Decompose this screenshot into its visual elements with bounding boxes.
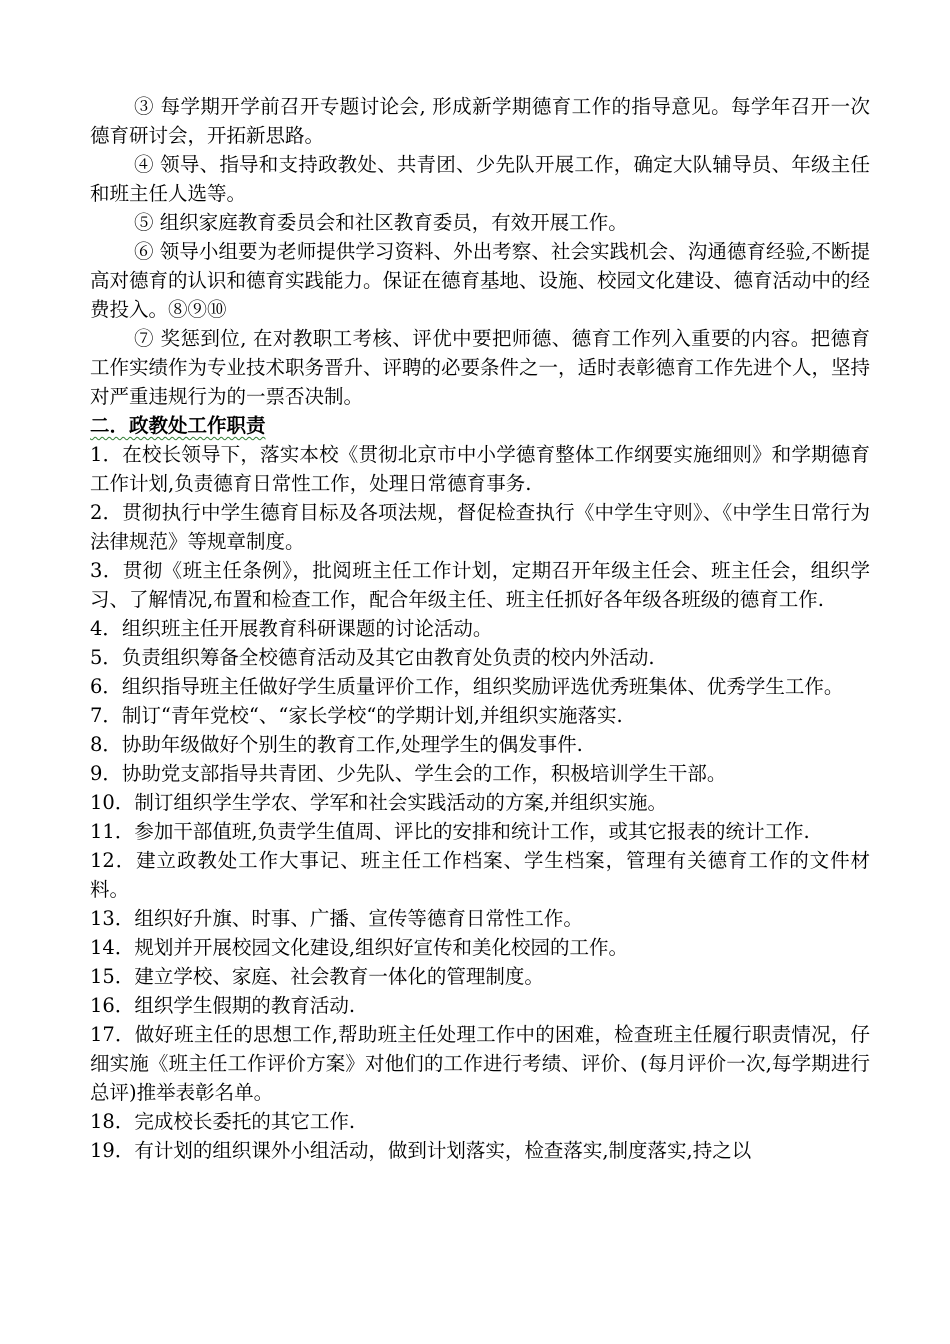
- duty-item-18: 18．完成校长委托的其它工作.: [90, 1110, 356, 1133]
- duty-item-6: 6．组织指导班主任做好学生质量评价工作，组织奖励评选优秀班集体、优秀学生工作。: [90, 675, 844, 698]
- duty-item-5: 5．负责组织筹备全校德育活动及其它由教育处负责的校内外活动.: [90, 646, 655, 669]
- duty-item-7: 7．制订“青年党校“、“家长学校“的学期计划,并组织实施落实.: [90, 704, 623, 727]
- duty-item-9: 9．协助党支部指导共青团、少先队、学生会的工作，积极培训学生干部。: [90, 762, 727, 785]
- duty-item-2: 2．贯彻执行中学生德育目标及各项法规，督促检查执行《中学生守则》、《中学生日常行为法律规范》等规章制度。: [90, 501, 870, 553]
- duty-item-3: 3．贯彻《班主任条例》，批阅班主任工作计划，定期召开年级主任会、班主任会，组织学习、了解情况,布置和检查工作，配合年级主任、班主任抓好各年级各班级的德育工作.: [90, 559, 870, 611]
- duty-item-11: 11．参加干部值班,负责学生值周、评比的安排和统计工作，或其它报表的统计工作.: [90, 820, 810, 843]
- duty-item-12: 12．建立政教处工作大事记、班主任工作档案、学生档案，管理有关德育工作的文件材料。: [90, 849, 870, 901]
- leadership-item-6: ⑥ 领导小组要为老师提供学习资料、外出考察、社会实践机会、沟通德育经验,不断提高对德育的认识和德育实践能力。保证在德育基地、设施、校园文化建设、德育活动中的经费投入。⑧⑨⑩: [90, 240, 871, 321]
- leadership-item-3: ③ 每学期开学前召开专题讨论会, 形成新学期德育工作的指导意见。每学年召开一次德育研讨会，开拓新思路。: [90, 95, 870, 147]
- duty-item-13: 13．组织好升旗、时事、广播、宣传等德育日常性工作。: [90, 907, 583, 930]
- leadership-item-4: ④ 领导、指导和支持政教处、共青团、少先队开展工作，确定大队辅导员、年级主任和班主任人选等。: [90, 153, 870, 205]
- section-heading: 二．政教处工作职责: [90, 414, 266, 437]
- duty-item-19: 19．有计划的组织课外小组活动，做到计划落实，检查落实,制度落实,持之以: [90, 1139, 752, 1162]
- document-page: [90, 92, 870, 1165]
- duty-item-16: 16．组织学生假期的教育活动.: [90, 994, 356, 1017]
- duty-item-14: 14．规划并开展校园文化建设,组织好宣传和美化校园的工作。: [90, 936, 629, 959]
- duty-item-15: 15．建立学校、家庭、社会教育一体化的管理制度。: [90, 965, 544, 988]
- duty-item-4: 4．组织班主任开展教育科研课题的讨论活动。: [90, 617, 493, 640]
- duty-item-10: 10．制订组织学生学农、学军和社会实践活动的方案,并组织实施。: [90, 791, 668, 814]
- duty-item-1: 1．在校长领导下，落实本校《贯彻北京市中小学德育整体工作纲要实施细则》和学期德育工作计划,负责德育日常性工作，处理日常德育事务.: [90, 443, 870, 495]
- leadership-item-5: ⑤ 组织家庭教育委员会和社区教育委员，有效开展工作。: [134, 211, 628, 234]
- leadership-item-7: ⑦ 奖惩到位, 在对教职工考核、评优中要把师德、德育工作列入重要的内容。把德育工作实绩作为专业技术职务晋升、评聘的必要条件之一，适时表彰德育工作先进个人，坚持对严重违规行为的一票否决制。: [90, 327, 871, 408]
- duty-item-8: 8．协助年级做好个别生的教育工作,处理学生的偶发事件.: [90, 733, 583, 756]
- duty-item-17: 17．做好班主任的思想工作,帮助班主任处理工作中的困难，检查班主任履行职责情况，仔细实施《班主任工作评价方案》对他们的工作进行考绩、评价、(每月评价一次,每学期进行总评)推举表彰名单。: [90, 1023, 870, 1104]
